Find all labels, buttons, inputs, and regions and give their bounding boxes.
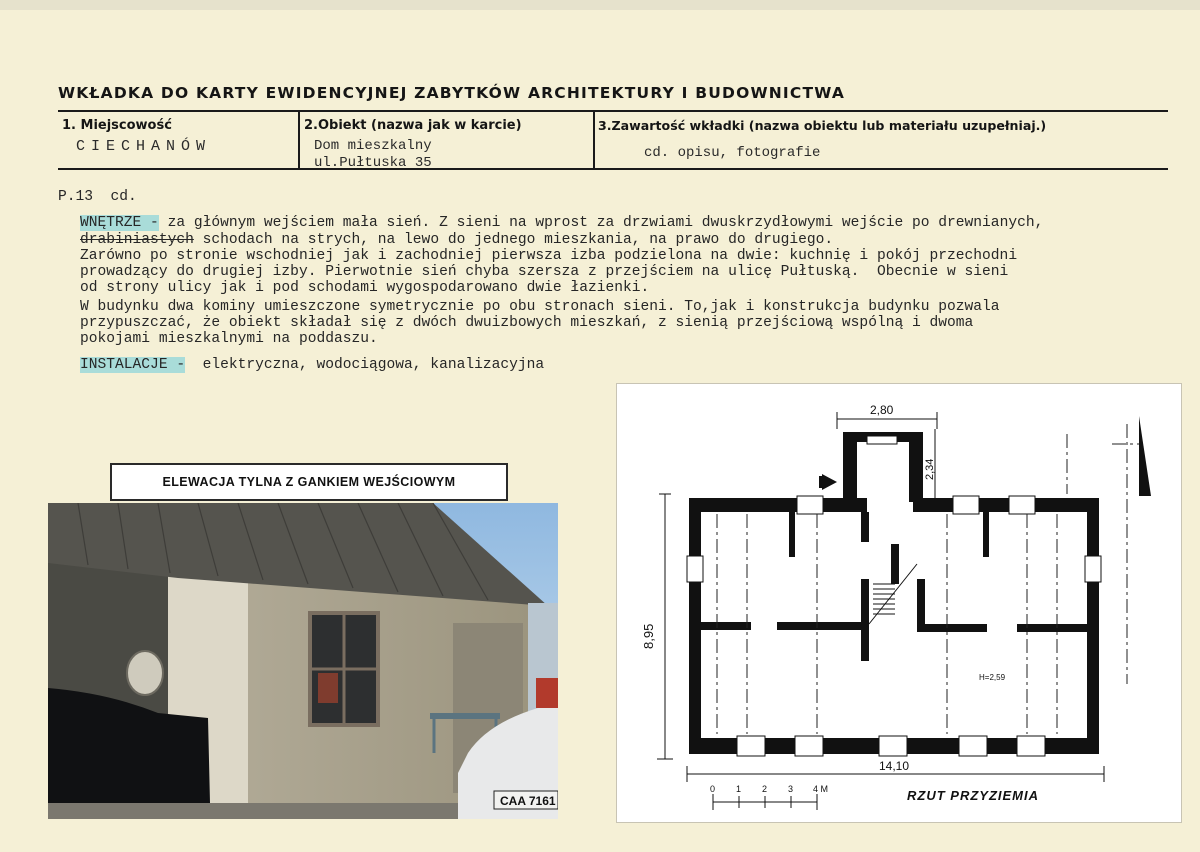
text-line-1-content: za głównym wejściem mała sień. Z sieni na wprost za drzwiami dwuskrzydłowymi wejście po drewnianych, xyxy=(158,215,1044,231)
field-object-value-line1: Dom mieszkalny xyxy=(314,138,432,154)
text-line-1 xyxy=(80,216,1043,232)
scale-label-2: 2 xyxy=(762,784,768,794)
scale-label-0: 0 xyxy=(710,784,716,794)
text-line-2-content: schodach na strych, na lewo do jednego mieszkania, na prawo do drugiego. xyxy=(193,232,834,248)
photo-rear-elevation xyxy=(48,503,558,819)
field-divider-2 xyxy=(593,110,595,170)
floor-plan-panel xyxy=(616,383,1182,823)
room-height: H=2,59 xyxy=(979,673,1006,682)
scale-label-4: 4 M xyxy=(813,784,829,794)
header-rule-top xyxy=(58,110,1168,112)
struck-word: drabiniastych xyxy=(80,232,194,248)
page-reference: P.13 cd. xyxy=(58,189,137,205)
dim-height: 8,95 xyxy=(641,623,656,649)
field-content-label: 3.Zawartość wkładki (nazwa obiektu lub materiału uzupełniaj.) xyxy=(598,118,1047,133)
license-plate: CAA 7161 xyxy=(500,794,556,808)
header-rule-bottom xyxy=(58,168,1168,170)
field-object-value-line2: ul.Pułtuska 35 xyxy=(314,155,432,171)
dim-width: 14,10 xyxy=(879,759,910,773)
text-line-5: od strony ulicy jak i pod schodami wygospodarowano dwie łazienki. xyxy=(80,280,650,296)
text-line-2 xyxy=(80,233,833,249)
field-locality-value: CIECHANÓW xyxy=(76,138,212,155)
field-content-value: cd. opisu, fotografie xyxy=(644,145,821,161)
scale-label-1: 1 xyxy=(736,784,742,794)
card-title: WKŁADKA DO KARTY EWIDENCYJNEJ ZABYTKÓW ARCHITEKTURY I BUDOWNICTWA xyxy=(58,84,846,102)
field-locality-label: 1. Miejscowość xyxy=(62,118,172,133)
field-object-label: 2.Obiekt (nazwa jak w karcie) xyxy=(304,118,522,133)
scale-label-3: 3 xyxy=(788,784,794,794)
plan-title: RZUT PRZYZIEMIA xyxy=(907,788,1039,803)
text-line-8: pokojami mieszkalnymi na poddaszu. xyxy=(80,331,378,347)
dim-top: 2,80 xyxy=(870,403,894,417)
instalacje-label: INSTALACJE - xyxy=(80,357,186,373)
text-line-7: przypuszczać, że obiekt składał się z dwóch dwuizbowych mieszkań, z sienią przejściową wspólną i dwoma xyxy=(80,315,974,331)
text-line-4: prowadzący do drugiej izby. Pierwotnie sień chyba szersza z przejściem na ulicę Pułtuską. Obecnie w sieni xyxy=(80,264,1009,280)
floor-plan-drawing xyxy=(617,384,1183,824)
photo-illustration xyxy=(48,503,558,819)
photo-caption: ELEWACJA TYLNA Z GANKIEM WEJŚCIOWYM xyxy=(110,463,508,501)
scan-top-edge xyxy=(0,0,1200,10)
dim-side: 2,34 xyxy=(924,458,936,480)
text-line-3: Zarówno po stronie wschodniej jak i zachodniej pierwsza izba podzielona na dwie: kuchnię i pokój przechodni xyxy=(80,248,1018,264)
instalacje-text: elektryczna, wodociągowa, kanalizacyjna xyxy=(185,357,545,373)
installations-line xyxy=(80,358,544,374)
field-divider-1 xyxy=(298,110,300,170)
text-line-6: W budynku dwa kominy umieszczone symetrycznie po obu stronach sieni. To,jak i konstrukcja budynku pozwala xyxy=(80,299,1000,315)
wnetrze-label: WNĘTRZE - xyxy=(80,215,159,231)
